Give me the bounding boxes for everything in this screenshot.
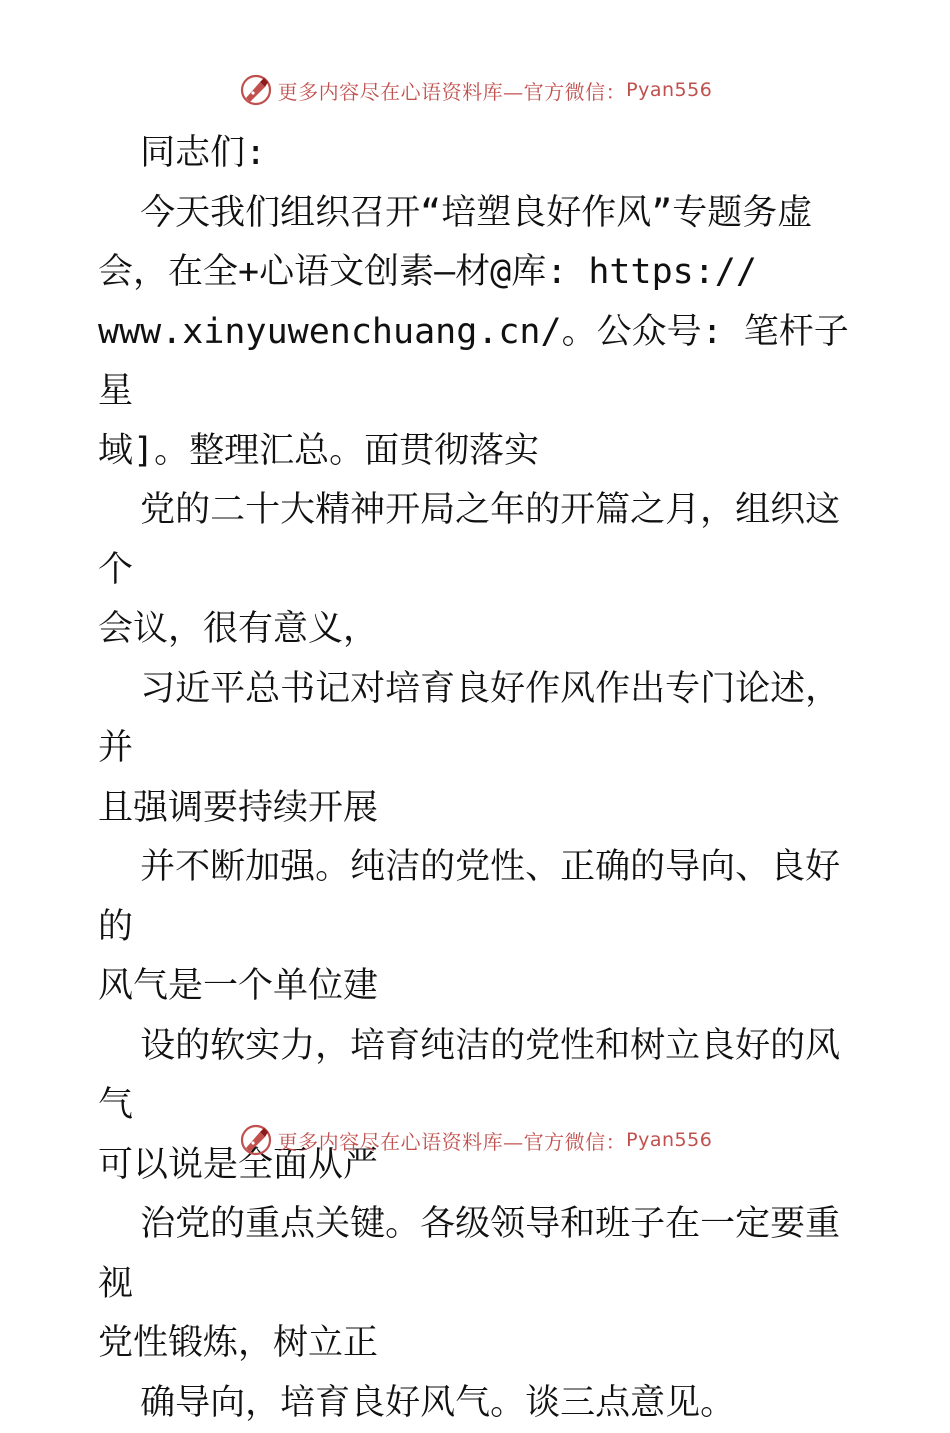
text-line: 域]。整理汇总。面贯彻落实 — [98, 422, 868, 482]
text-line: 习近平总书记对培育良好作风作出专门论述，并 — [98, 660, 868, 779]
text-line: 治党的重点关键。各级领导和班子在一定要重视 — [98, 1195, 868, 1314]
text-line: 风气是一个单位建 — [98, 957, 868, 1017]
pen-nib-icon — [238, 1122, 274, 1158]
document-body — [98, 124, 868, 1433]
text-line: 今天我们组织召开“培塑良好作风”专题务虚 — [98, 184, 868, 244]
footer-banner — [0, 1120, 950, 1160]
text-line: 设的软实力，培育纯洁的党性和树立良好的风气 — [98, 1017, 868, 1136]
text-line: 确导向，培育良好风气。谈三点意见。 — [98, 1374, 868, 1433]
banner-text: 更多内容尽在心语资料库—官方微信： — [278, 1126, 627, 1155]
text-line: 党的二十大精神开局之年的开篇之月，组织这个 — [98, 481, 868, 600]
text-line: 党性锻炼，树立正 — [98, 1314, 868, 1374]
text-line: 且强调要持续开展 — [98, 779, 868, 839]
banner-text: 更多内容尽在心语资料库—官方微信： — [278, 76, 627, 105]
pen-nib-icon — [238, 72, 274, 108]
text-line: 可以说是全面从严 — [98, 1136, 868, 1196]
text-line: www.xinyuwenchuang.cn/。公众号: 笔杆子星 — [98, 303, 868, 422]
banner-contact: Pyan556 — [626, 79, 712, 101]
text-line: 同志们: — [98, 124, 868, 184]
text-line: 会，在全+心语文创素—材@库: https:// — [98, 243, 868, 303]
banner-contact: Pyan556 — [626, 1129, 712, 1151]
text-line: 会议，很有意义， — [98, 600, 868, 660]
text-line: 并不断加强。纯洁的党性、正确的导向、良好的 — [98, 838, 868, 957]
header-banner — [0, 70, 950, 110]
